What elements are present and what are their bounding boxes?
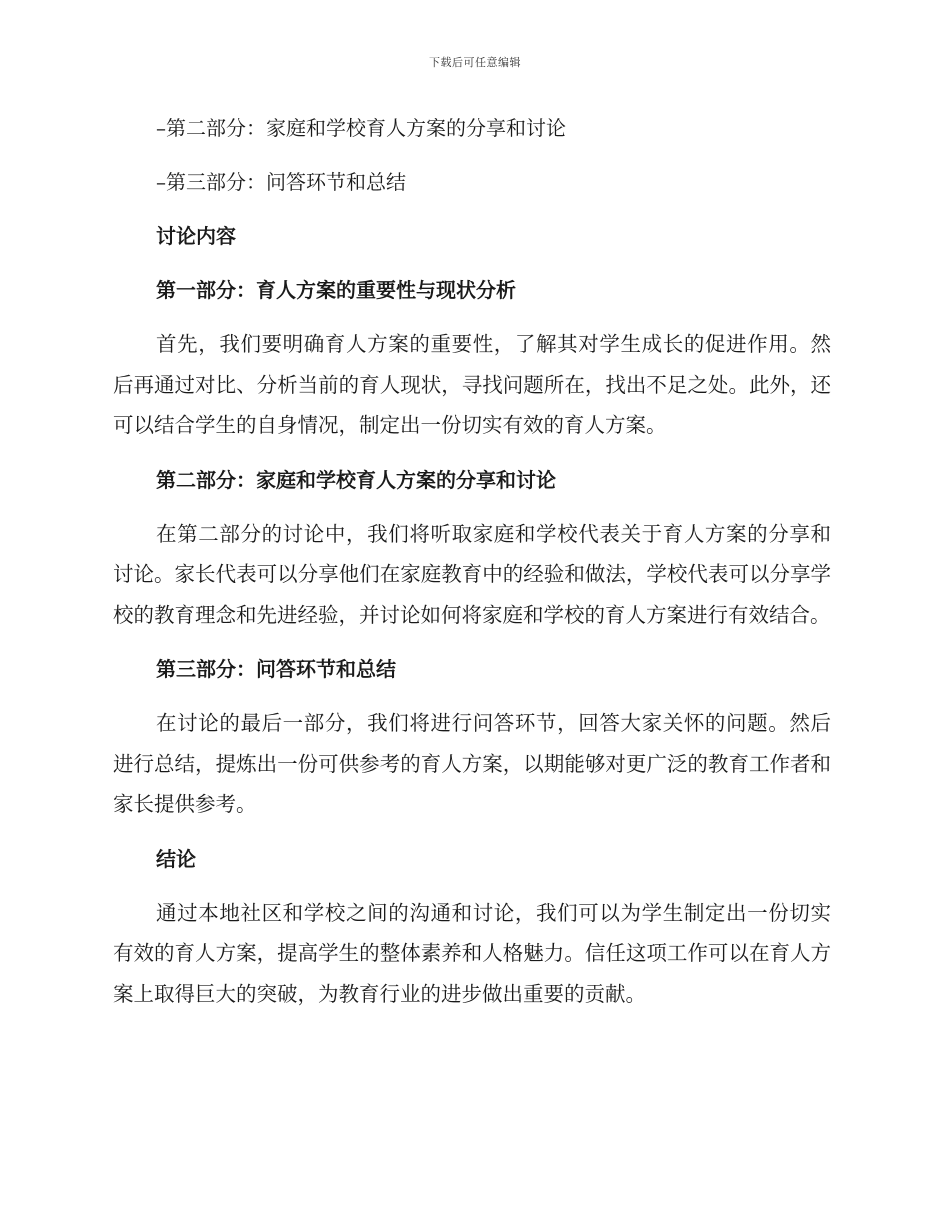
section3-heading: 第三部分：问答环节和总结	[156, 657, 396, 681]
agenda-item-part3: –第三部分：问答环节和总结	[156, 170, 406, 194]
document-body	[113, 108, 831, 1028]
section1-heading: 第一部分：育人方案的重要性与现状分析	[156, 278, 516, 302]
section3-paragraph: 在讨论的最后一部分，我们将进行问答环节，回答大家关怀的问题。然后进行总结，提炼出一份可供参考的育人方案，以期能够对更广泛的教育工作者和家长提供参考。	[113, 711, 831, 816]
agenda-item-part2: –第二部分：家庭和学校育人方案的分享和讨论	[156, 116, 566, 140]
discussion-title: 讨论内容	[156, 224, 236, 248]
section2-paragraph: 在第二部分的讨论中，我们将听取家庭和学校代表关于育人方案的分享和讨论。家长代表可以分享他们在家庭教育中的经验和做法，学校代表可以分享学校的教育理念和先进经验，并讨论如何将家庭和学校的育人方案进行有效结合。	[113, 521, 831, 627]
section2-heading: 第二部分：家庭和学校育人方案的分享和讨论	[156, 467, 556, 492]
section1-paragraph: 首先，我们要明确育人方案的重要性，了解其对学生成长的促进作用。然后再通过对比、分析当前的育人现状，寻找问题所在，找出不足之处。此外，还可以结合学生的自身情况，制定出一份切实有效的育人方案。	[113, 332, 831, 437]
conclusion-paragraph: 通过本地社区和学校之间的沟通和讨论，我们可以为学生制定出一份切实有效的育人方案，提高学生的整体素养和人格魅力。信任这项工作可以在育人方案上取得巨大的突破，为教育行业的进步做出重要的贡献。	[113, 900, 831, 1006]
conclusion-title: 结论	[156, 846, 196, 871]
page-header: 下载后可任意编辑	[429, 56, 521, 69]
